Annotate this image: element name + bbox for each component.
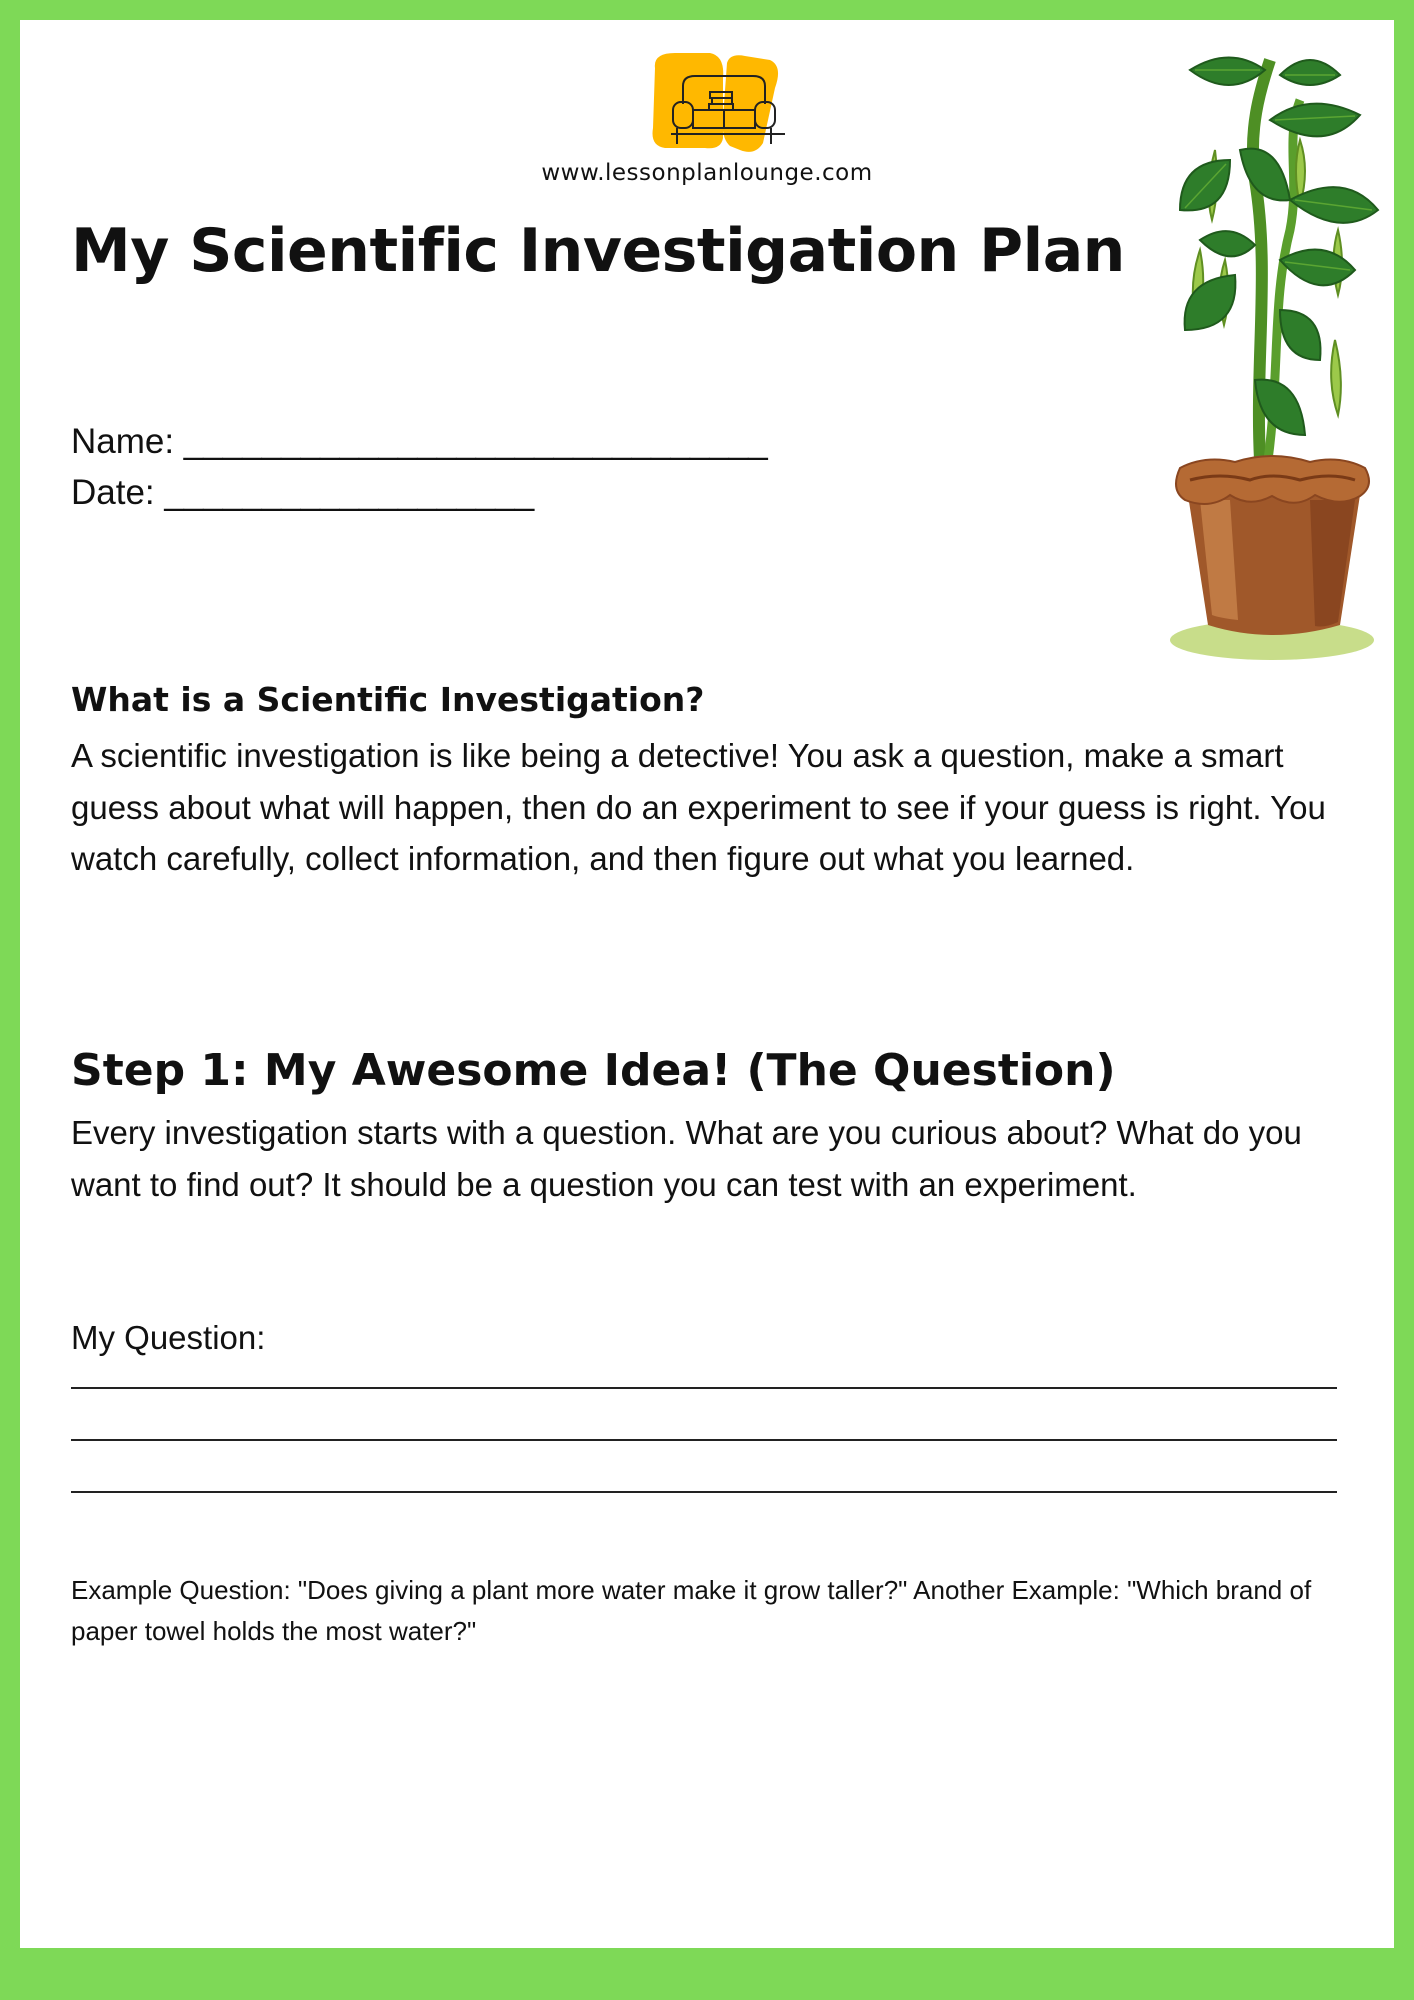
lounge-logo-icon [635,48,815,168]
page-title: My Scientific Investigation Plan [71,216,1125,286]
name-field[interactable]: Name: ______________________________ [71,422,768,461]
answer-line-2[interactable] [71,1439,1337,1441]
answer-line-1[interactable] [71,1387,1337,1389]
answer-line-3[interactable] [71,1491,1337,1493]
date-field[interactable]: Date: ___________________ [71,473,535,512]
answer-label: My Question: [71,1319,266,1356]
step1-paragraph: Every investigation starts with a question. What are you curious about? What do you want to find out? It should be a question you can test with an experiment. [71,1114,1302,1203]
intro-paragraph: A scientific investigation is like being a detective! You ask a question, make a smart guess about what will happen, then do an experiment to see if your guess is right. You watch carefully, collect information, and then figure out what you learned. [71,737,1326,877]
potted-plant-icon [1160,40,1385,670]
worksheet-page [20,20,1394,1948]
site-url[interactable]: www.lessonplanlounge.com [541,160,873,186]
example-text: Example Question: "Does giving a plant more water make it grow taller?" Another Example: "Which brand of paper towel holds the most water?" [71,1575,1312,1646]
intro-heading: What is a Scientific Investigation? [71,680,705,719]
step1-heading: Step 1: My Awesome Idea! (The Question) [71,1045,1116,1096]
